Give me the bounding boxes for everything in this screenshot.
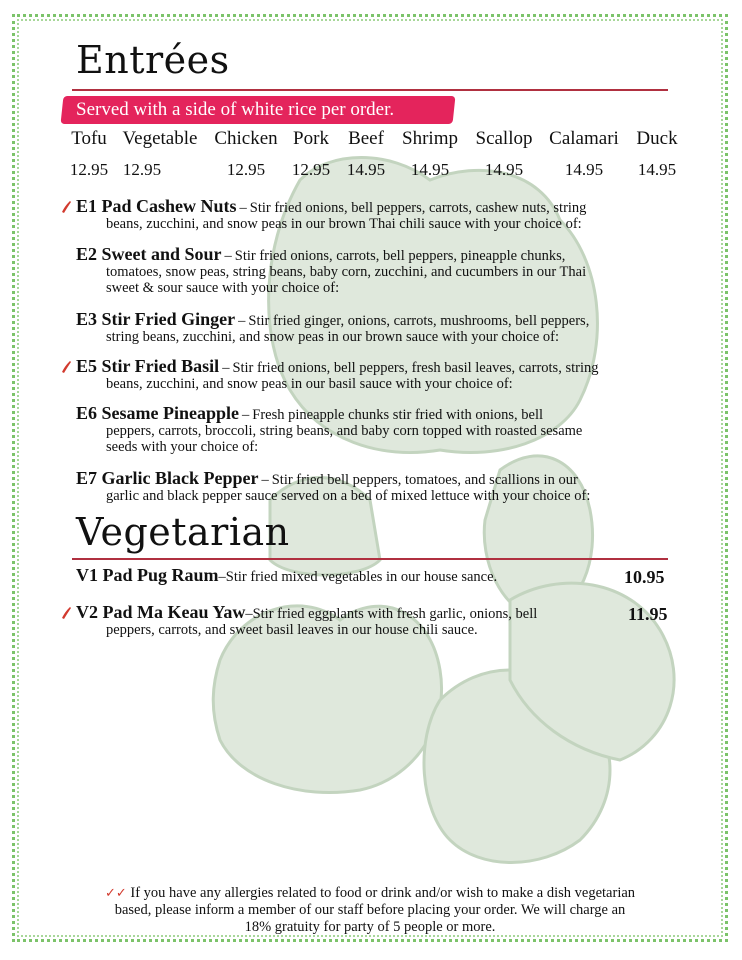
- menu-item-name: E3 Stir Fried Ginger: [76, 309, 236, 329]
- protein-price: 14.95: [410, 160, 450, 179]
- menu-item-description: seeds with your choice of:: [106, 439, 259, 455]
- menu-item-description: tomatoes, snow peas, string beans, baby corn, zucchini, and cucumbers in our Thai: [106, 264, 587, 280]
- menu-item-name: V1 Pad Pug Raum: [76, 565, 219, 585]
- dash: –: [218, 569, 226, 585]
- menu-item: [76, 358, 656, 392]
- protein-price: 14.95: [564, 160, 604, 179]
- chili-icon: [60, 360, 72, 374]
- protein-price-row: [0, 124, 742, 184]
- menu-item-description: Stir fried onions, bell peppers, carrots, cashew nuts, string: [249, 200, 587, 216]
- menu-item-description: Stir fried onions, carrots, bell peppers, pineapple chunks,: [234, 248, 566, 264]
- protein-name: Tofu: [71, 128, 107, 149]
- notice-line: 18% gratuity for party of 5 people or more.: [244, 919, 496, 935]
- protein-name: Vegetable: [122, 128, 198, 149]
- protein-name: Duck: [636, 128, 678, 149]
- menu-item-description: Stir fried eggplants with fresh garlic, onions, bell: [252, 606, 538, 622]
- menu-item-name: V2 Pad Ma Keau Yaw: [76, 602, 246, 622]
- menu-item-name: E6 Sesame Pineapple: [76, 403, 240, 423]
- menu-item: [76, 405, 656, 455]
- menu-item: [76, 246, 656, 296]
- menu-item-description: sweet & sour sauce with your choice of:: [106, 280, 340, 296]
- menu-item-price: 11.95: [628, 604, 668, 624]
- menu-item-name: E1 Pad Cashew Nuts: [76, 196, 237, 216]
- menu-item-description: string beans, zucchini, and snow peas in our brown sauce with your choice of:: [106, 329, 560, 345]
- rice-banner-text: Served with a side of white rice per order.: [76, 99, 395, 120]
- menu-item-description: Stir fried onions, bell peppers, fresh basil leaves, carrots, string: [232, 360, 599, 376]
- dash: –: [238, 313, 246, 329]
- protein-price: 12.95: [69, 160, 109, 179]
- menu-item-description: garlic and black pepper sauce served on a bed of mixed lettuce with your choice of:: [106, 488, 591, 504]
- protein-name: Scallop: [475, 128, 533, 149]
- chili-icon: [60, 606, 72, 620]
- protein-name: Chicken: [214, 128, 278, 149]
- dash: –: [239, 200, 247, 216]
- allergy-notice: [60, 884, 680, 936]
- chili-icon: [60, 200, 72, 214]
- menu-item: [76, 311, 656, 345]
- menu-item-description: beans, zucchini, and snow peas in our basil sauce with your choice of:: [106, 376, 513, 392]
- menu-item-description: Stir fried bell peppers, tomatoes, and scallions in our: [271, 472, 578, 488]
- menu-item-description: peppers, carrots, broccoli, string beans, and baby corn topped with roasted sesame: [106, 423, 583, 439]
- menu-item-name: E5 Stir Fried Basil: [76, 356, 220, 376]
- menu-item: [76, 198, 656, 232]
- protein-name: Calamari: [549, 128, 619, 149]
- protein-price: 12.95: [226, 160, 266, 179]
- menu-item-name: E2 Sweet and Sour: [76, 244, 222, 264]
- menu-item-name: E7 Garlic Black Pepper: [76, 468, 259, 488]
- protein-price: 14.95: [484, 160, 524, 179]
- menu-item: [76, 604, 596, 638]
- protein-price: 14.95: [637, 160, 677, 179]
- protein-price: 14.95: [346, 160, 386, 179]
- checkmark-icon: ✓✓: [104, 885, 127, 900]
- protein-price: 12.95: [122, 160, 162, 179]
- vegetarian-title: Vegetarian: [76, 510, 290, 554]
- menu-item-description: Fresh pineapple chunks stir fried with onions, bell: [252, 407, 544, 423]
- protein-name: Pork: [293, 128, 329, 149]
- menu-item-description: Stir fried ginger, onions, carrots, mushrooms, bell peppers,: [248, 313, 590, 329]
- dash: –: [261, 472, 269, 488]
- notice-line: based, please inform a member of our staff before placing your order. We will charge an: [114, 902, 626, 918]
- menu-item-description: Stir fried mixed vegetables in our house sance.: [225, 569, 498, 585]
- dash: –: [222, 360, 230, 376]
- menu-item-description: peppers, carrots, and sweet basil leaves in our house chili sauce.: [106, 622, 478, 638]
- dash: –: [224, 248, 232, 264]
- vegetarian-divider: [72, 558, 668, 560]
- entrees-title: Entrées: [76, 38, 230, 82]
- menu-item: [76, 567, 596, 585]
- protein-price: 12.95: [291, 160, 331, 179]
- menu-item-price: 10.95: [624, 567, 665, 587]
- dash: –: [242, 407, 250, 423]
- protein-name: Beef: [348, 128, 384, 149]
- menu-item: [76, 470, 656, 504]
- notice-line: If you have any allergies related to food or drink and/or wish to make a dish vegetarian: [130, 885, 636, 901]
- menu-item-description: beans, zucchini, and snow peas in our brown Thai chili sauce with your choice of:: [106, 216, 582, 232]
- protein-name: Shrimp: [402, 128, 458, 149]
- entrees-divider: [72, 89, 668, 91]
- dash: –: [245, 606, 253, 622]
